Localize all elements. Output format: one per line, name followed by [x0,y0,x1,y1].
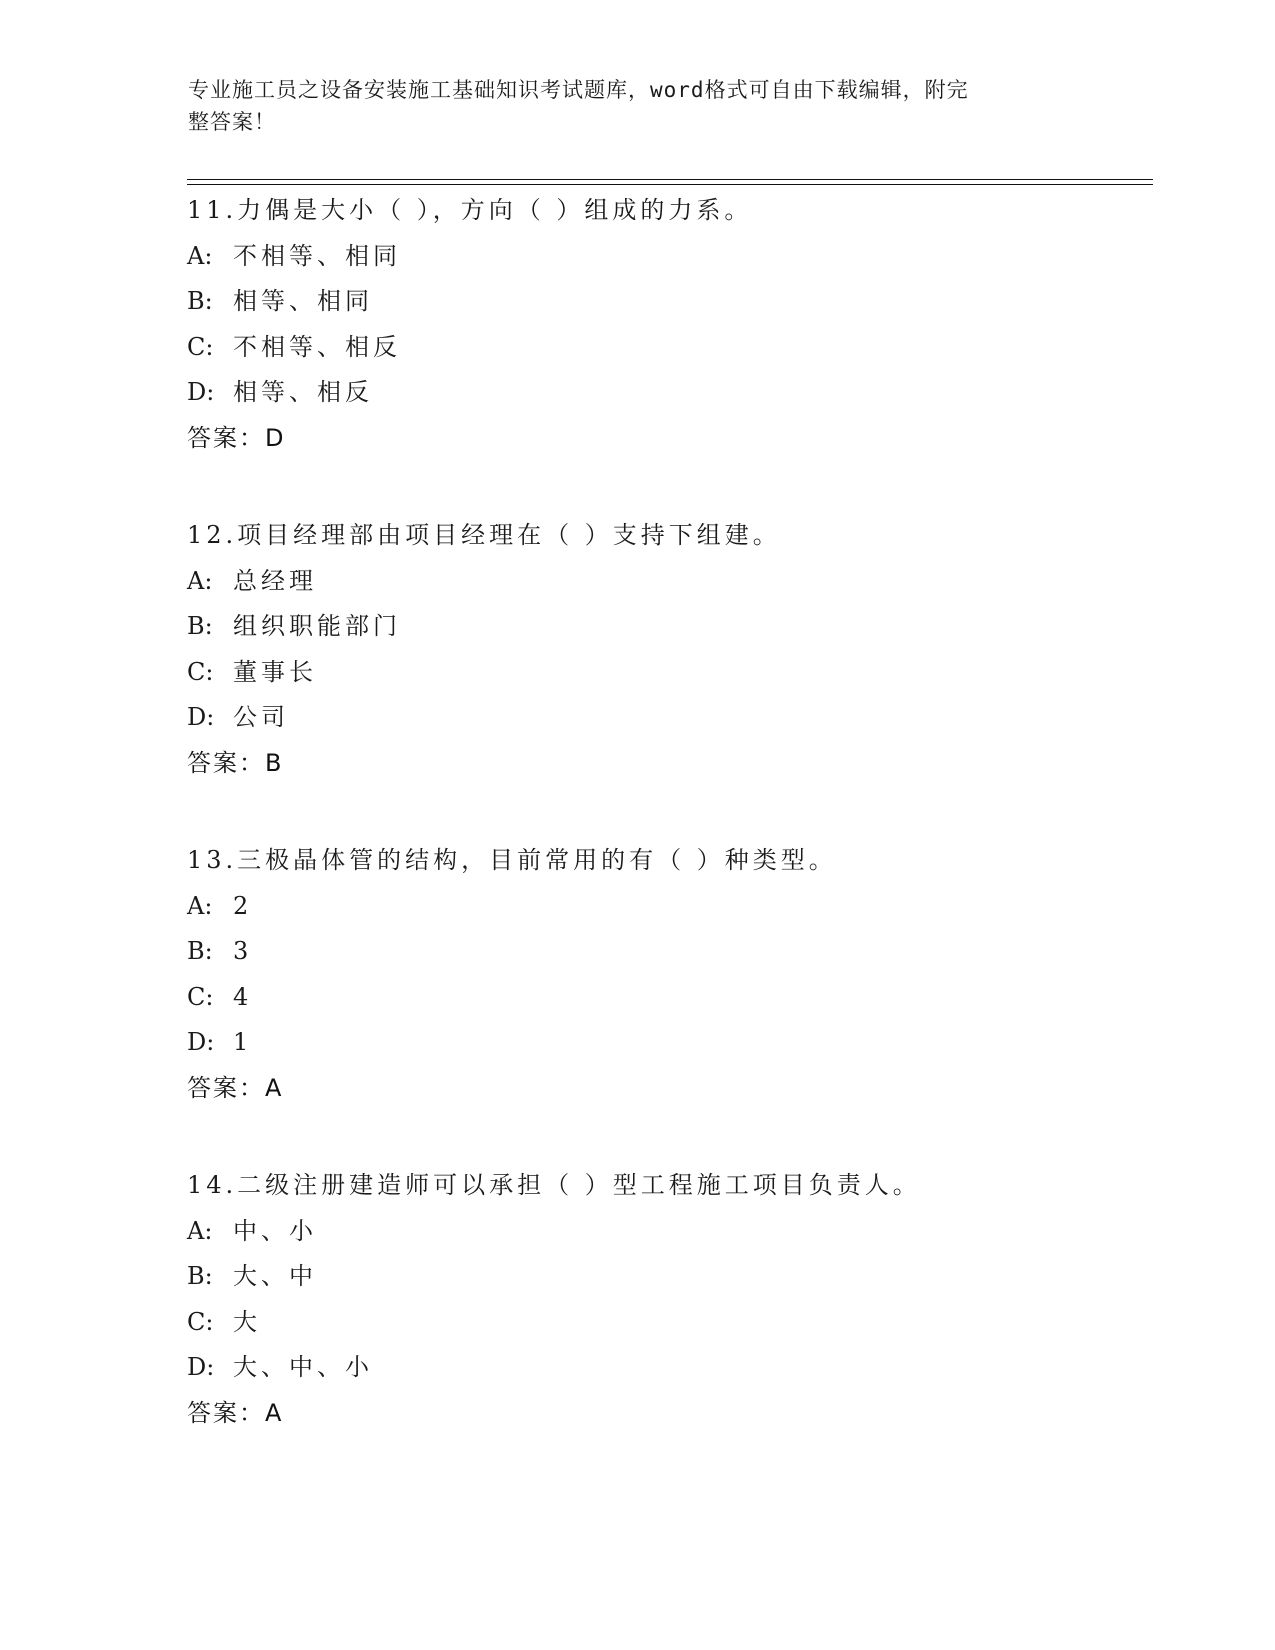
answer-line: 答案：A [187,1073,284,1102]
option-b [187,1254,1147,1300]
option-d [187,1020,1147,1066]
question-stem: 14.二级注册建造师可以承担（ ）型工程施工项目负责人。 [187,1171,921,1199]
question-14 [187,1163,1147,1436]
option-letter: D: [187,1028,215,1056]
question-11 [187,188,1147,461]
answer-line: 答案：B [187,748,284,777]
option-text: 1 [233,1028,253,1056]
option-text: 相等、相反 [233,378,373,406]
option-text: 大、中、小 [233,1353,373,1381]
option-letter: B: [187,937,213,965]
option-text: 董事长 [233,657,317,686]
question-13 [187,838,1147,1111]
question-stem: 12.项目经理部由项目经理在（ ）支持下组建。 [187,521,781,549]
option-letter: C: [187,1307,214,1336]
header-divider-top [187,179,1153,180]
option-letter: C: [187,332,214,361]
option-c [187,975,1147,1021]
option-letter: B: [187,612,213,640]
option-letter: C: [187,657,214,686]
option-a [187,559,1147,605]
option-b [187,279,1147,325]
option-text: 组织职能部门 [233,612,401,640]
option-a [187,884,1147,930]
question-12 [187,513,1147,786]
option-letter: B: [187,1262,213,1290]
option-a [187,1209,1147,1255]
option-c [187,650,1147,696]
question-list [187,188,1147,1436]
answer-line: 答案：A [187,1398,284,1427]
answer-line: 答案：D [187,423,286,452]
option-letter: D: [187,703,215,731]
option-text: 中、小 [233,1216,317,1245]
option-letter: D: [187,1353,215,1381]
option-letter: A: [187,566,213,595]
option-letter: B: [187,287,213,315]
option-letter: A: [187,1216,213,1245]
option-d [187,1345,1147,1391]
option-text: 4 [233,982,253,1011]
option-text: 3 [233,937,253,965]
option-d [187,370,1147,416]
option-a [187,234,1147,280]
option-c [187,325,1147,371]
option-letter: C: [187,982,214,1011]
option-text: 不相等、相同 [233,241,401,270]
option-letter: D: [187,378,215,406]
option-text: 大、中 [233,1262,317,1290]
option-d [187,695,1147,741]
question-stem: 13.三极晶体管的结构，目前常用的有（ ）种类型。 [187,846,837,874]
option-letter: A: [187,891,213,920]
option-letter: A: [187,241,213,270]
document-header [188,74,1068,138]
option-b [187,604,1147,650]
option-text: 总经理 [233,566,317,595]
option-text: 大 [233,1307,261,1336]
header-line-1: 专业施工员之设备安装施工基础知识考试题库，word格式可自由下载编辑，附完 [188,78,969,102]
option-text: 公司 [233,703,289,731]
option-text: 2 [233,891,253,920]
option-text: 相等、相同 [233,287,373,315]
question-stem: 11.力偶是大小（ ），方向（ ）组成的力系。 [187,196,753,224]
option-text: 不相等、相反 [233,332,401,361]
header-divider-bottom [187,184,1153,185]
header-line-2: 整答案！ [188,110,276,134]
option-c [187,1300,1147,1346]
option-b [187,929,1147,975]
